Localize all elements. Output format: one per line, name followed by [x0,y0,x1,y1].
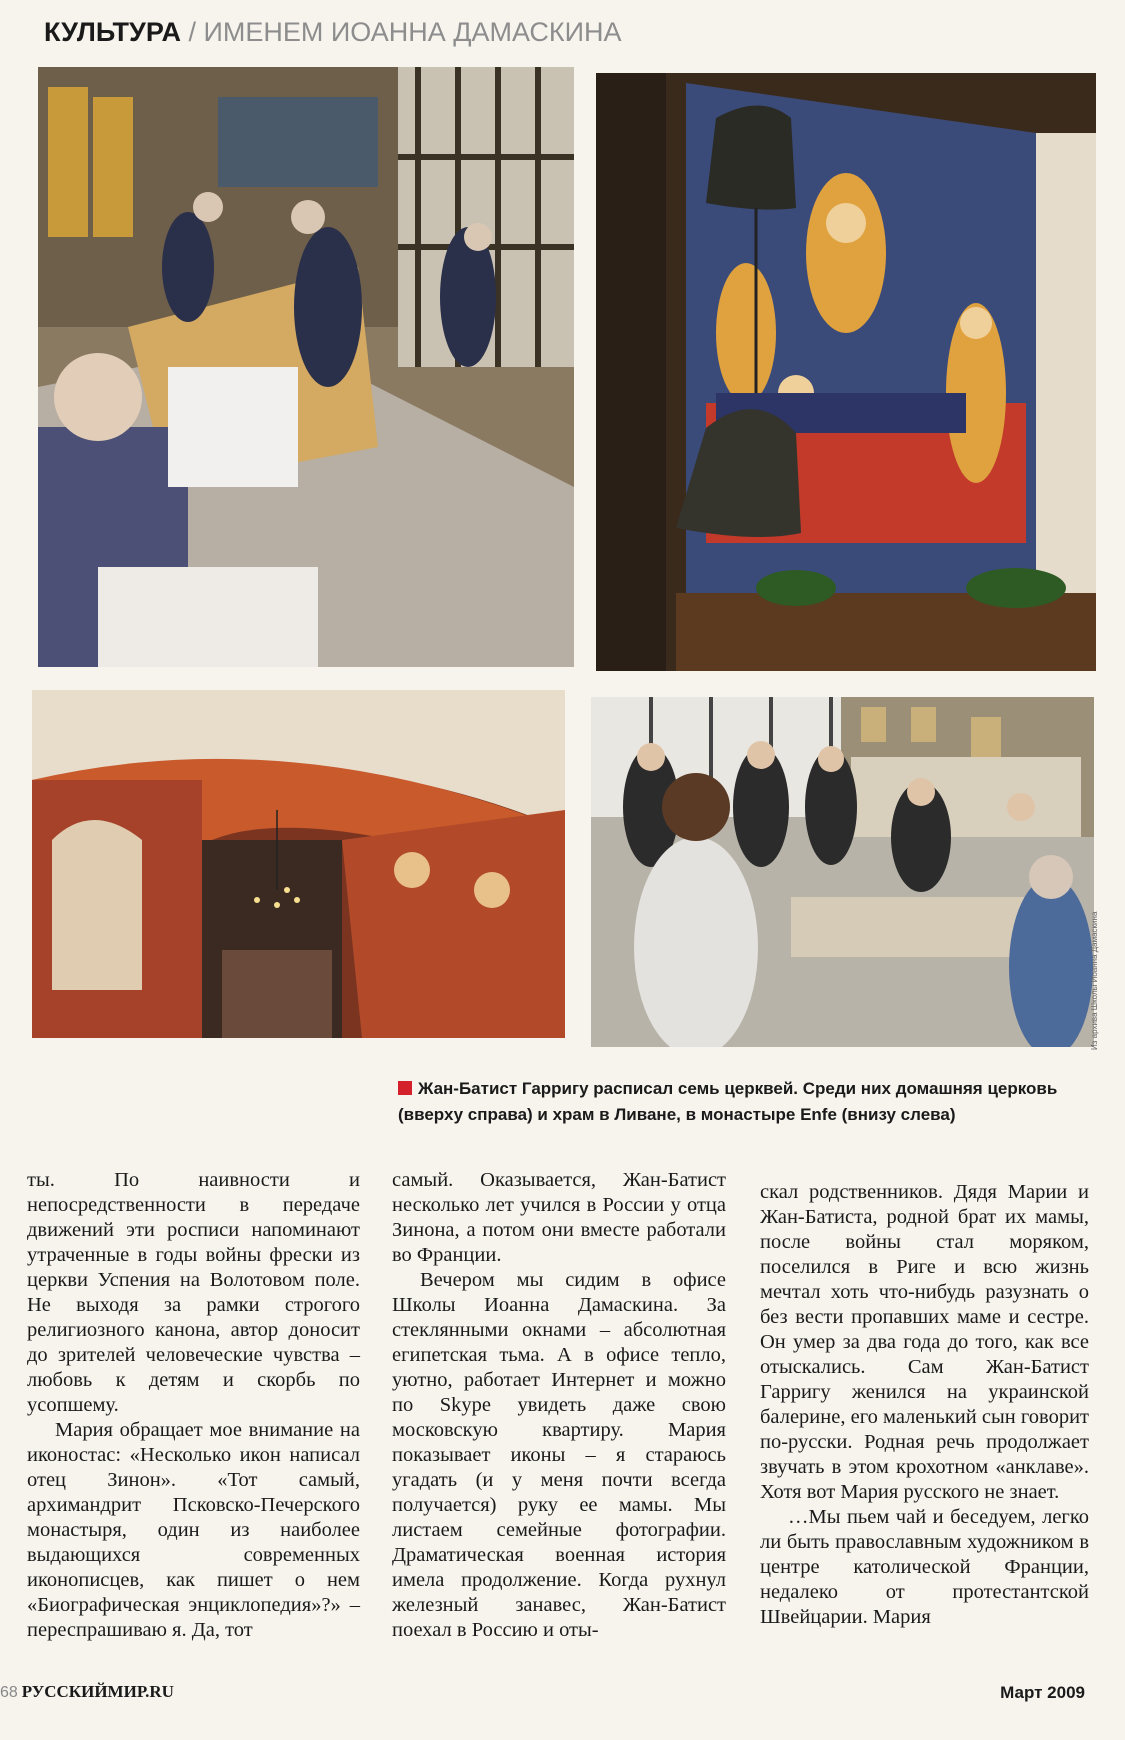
caption-marker [398,1081,412,1095]
article-column-1 [27,1168,360,1643]
page-number: 68 [0,1684,18,1701]
church-interior-photo [32,690,565,1038]
paragraph: самый. Оказывается, Жан-Батист несколько лет учился в России у отца Зинона, а потом они вместе работали во Франции. [392,1169,726,1266]
paragraph: ты. По наивности и непосредственности в передаче движений эти росписи напоминают утраченные в годы войны фрески из церкви Успения на Волотовом поле. Не выходя за рамки строгого религиозного канона, автор доносит до зрителей человеческие чувства – любовь к детям и скорбь по усопшему. [27,1169,360,1416]
page-header [44,16,622,48]
fresco-bells-photo [596,73,1096,671]
paragraph: …Мы пьем чай и беседуем, легко ли быть православным художником в центре католической Франции, недалеко от протестантской Швейцарии. Мария [760,1506,1089,1628]
office-group-photo [591,697,1094,1047]
magazine-brand: РУССКИЙМИР.RU [21,1682,174,1701]
article-topic: ИМЕНЕМ ИОАННА ДАМАСКИНА [203,17,622,47]
photo-caption [398,1076,1078,1128]
page-footer-left [0,1682,174,1702]
workshop-photo-image [38,67,574,667]
article-column-2 [392,1168,726,1643]
issue-date: Март 2009 [1000,1683,1085,1702]
caption-text: Жан-Батист Гарригу расписал семь церквей. Среди них домашняя церковь (вверху справа) и храм в Ливане, в монастыре Enfe (внизу слева) [398,1079,1058,1124]
section-title: КУЛЬТУРА [44,17,181,47]
paragraph: Вечером мы сидим в офисе Школы Иоанна Дамаскина. За стеклянными окнами – абсолютная египетская тьма. А в офисе тепло, уютно, работает Интернет и можно по Skype увидеть даже свою московскую квартиру. Мария показывает иконы – я стараюсь угадать (и у меня почти всегда получается) руку ее мамы. Мы листаем семейные фотографии. Драматическая военная история имела продолжение. Когда рухнул железный занавес, Жан-Батист поехал в Россию и оты- [392,1269,726,1641]
fresco-bells-photo-image [596,73,1096,671]
church-interior-photo-image [32,690,565,1038]
paragraph: Мария обращает мое внимание на иконостас: «Несколько икон написал отец Зинон». «Тот самый, архимандрит Псковско-Печерского монастыря, один из наиболее выдающихся современных иконописцев, как пишет о нем «Биографическая энциклопедия»?» – переспрашиваю я. Да, тот [27,1419,360,1641]
header-separator: / [180,17,204,47]
photo-credit: Из архива Школы Иоанна Дамаскина [1090,911,1099,1050]
paragraph: скал родственников. Дядя Марии и Жан-Батиста, родной брат их мамы, после войны стал моряком, поселился в Риге и всю жизнь мечтал хоть что-нибудь разузнать о без вести пропавших маме и сестре. Он умер за два года до того, как все отыскались. Сам Жан-Батист Гарригу женился на украинской балерине, его маленький сын говорит по-русски. Родная речь продолжает звучать в этом крохотном «анклаве». Хотя вот Мария русского не знает. [760,1181,1089,1503]
workshop-photo [38,67,574,667]
office-group-photo-image [591,697,1094,1047]
article-column-3 [760,1180,1089,1630]
